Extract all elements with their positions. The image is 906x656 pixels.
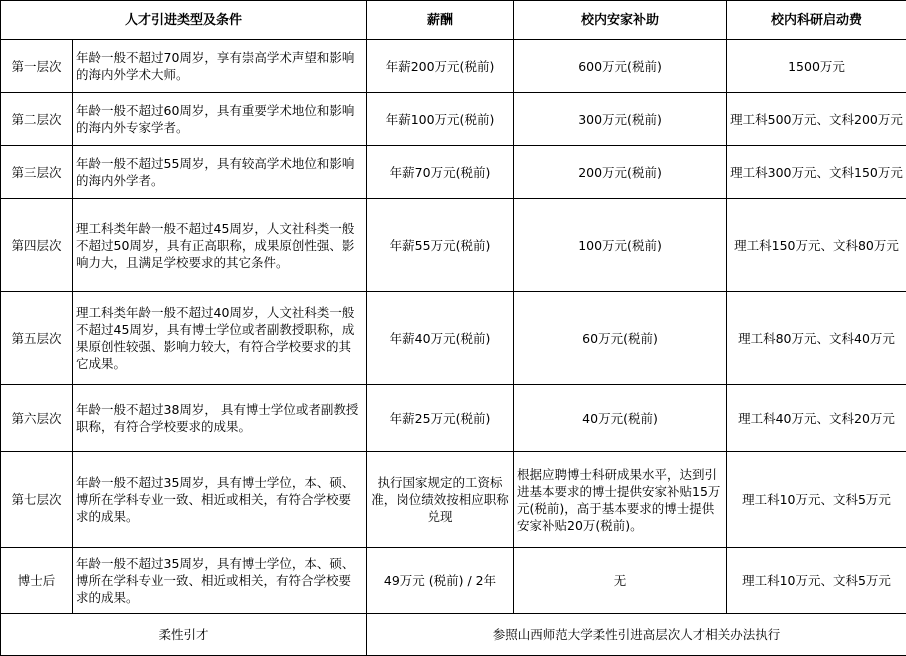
table-row (1, 40, 906, 93)
table-row (1, 452, 906, 548)
housing-cell: 300万元(税前) (514, 93, 727, 146)
table-row (1, 385, 906, 452)
level-cell: 第七层次 (1, 452, 73, 548)
housing-cell: 40万元(税前) (514, 385, 727, 452)
startup-cell: 理工科300万元、文科150万元 (727, 146, 906, 199)
conditions-cell: 年龄一般不超过38周岁， 具有博士学位或者副教授职称，有符合学校要求的成果。 (73, 385, 367, 452)
housing-cell: 600万元(税前) (514, 40, 727, 93)
level-cell: 第一层次 (1, 40, 73, 93)
housing-cell: 根据应聘博士科研成果水平，达到引进基本要求的博士提供安家补贴15万元(税前)，高于基本要求的博士提供安家补贴20万(税前)。 (514, 452, 727, 548)
conditions-cell: 年龄一般不超过70周岁，享有崇高学术声望和影响的海内外学术大师。 (73, 40, 367, 93)
header-type-conditions: 人才引进类型及条件 (1, 1, 367, 40)
conditions-cell: 理工科类年龄一般不超过40周岁，人文社科类一般不超过45周岁，具有博士学位或者副教授职称，成果原创性较强、影响力较大，有符合学校要求的其它成果。 (73, 292, 367, 385)
header-housing: 校内安家补助 (514, 1, 727, 40)
startup-cell: 理工科500万元、文科200万元 (727, 93, 906, 146)
level-cell: 第五层次 (1, 292, 73, 385)
level-cell: 第三层次 (1, 146, 73, 199)
startup-cell: 1500万元 (727, 40, 906, 93)
startup-cell: 理工科10万元、文科5万元 (727, 548, 906, 614)
startup-cell: 理工科10万元、文科5万元 (727, 452, 906, 548)
startup-cell: 理工科80万元、文科40万元 (727, 292, 906, 385)
header-startup: 校内科研启动费 (727, 1, 906, 40)
housing-cell: 60万元(税前) (514, 292, 727, 385)
conditions-cell: 年龄一般不超过60周岁，具有重要学术地位和影响的海内外专家学者。 (73, 93, 367, 146)
salary-cell: 年薪40万元(税前) (367, 292, 514, 385)
level-cell: 第四层次 (1, 199, 73, 292)
salary-cell: 执行国家规定的工资标准，岗位绩效按相应职称兑现 (367, 452, 514, 548)
housing-cell: 100万元(税前) (514, 199, 727, 292)
housing-cell: 200万元(税前) (514, 146, 727, 199)
housing-cell: 无 (514, 548, 727, 614)
salary-cell: 年薪200万元(税前) (367, 40, 514, 93)
level-cell: 第二层次 (1, 93, 73, 146)
startup-cell: 理工科40万元、文科20万元 (727, 385, 906, 452)
salary-cell: 年薪55万元(税前) (367, 199, 514, 292)
salary-cell: 49万元 (税前) / 2年 (367, 548, 514, 614)
conditions-cell: 理工科类年龄一般不超过45周岁，人文社科类一般不超过50周岁，具有正高职称，成果原创性强、影响力大，且满足学校要求的其它条件。 (73, 199, 367, 292)
conditions-cell: 年龄一般不超过35周岁，具有博士学位，本、硕、博所在学科专业一致、相近或相关，有符合学校要求的成果。 (73, 548, 367, 614)
flexible-talent-text: 参照山西师范大学柔性引进高层次人才相关办法执行 (367, 614, 906, 656)
salary-cell: 年薪25万元(税前) (367, 385, 514, 452)
table-row (1, 548, 906, 614)
table-row (1, 93, 906, 146)
table-row (1, 146, 906, 199)
table-row (1, 199, 906, 292)
conditions-cell: 年龄一般不超过55周岁，具有较高学术地位和影响的海内外学者。 (73, 146, 367, 199)
header-row (1, 1, 906, 40)
footer-row (1, 614, 906, 656)
conditions-cell: 年龄一般不超过35周岁，具有博士学位，本、硕、博所在学科专业一致、相近或相关，有符合学校要求的成果。 (73, 452, 367, 548)
table-row (1, 292, 906, 385)
flexible-talent-label: 柔性引才 (1, 614, 367, 656)
startup-cell: 理工科150万元、文科80万元 (727, 199, 906, 292)
level-cell: 博士后 (1, 548, 73, 614)
salary-cell: 年薪70万元(税前) (367, 146, 514, 199)
header-salary: 薪酬 (367, 1, 514, 40)
salary-cell: 年薪100万元(税前) (367, 93, 514, 146)
level-cell: 第六层次 (1, 385, 73, 452)
